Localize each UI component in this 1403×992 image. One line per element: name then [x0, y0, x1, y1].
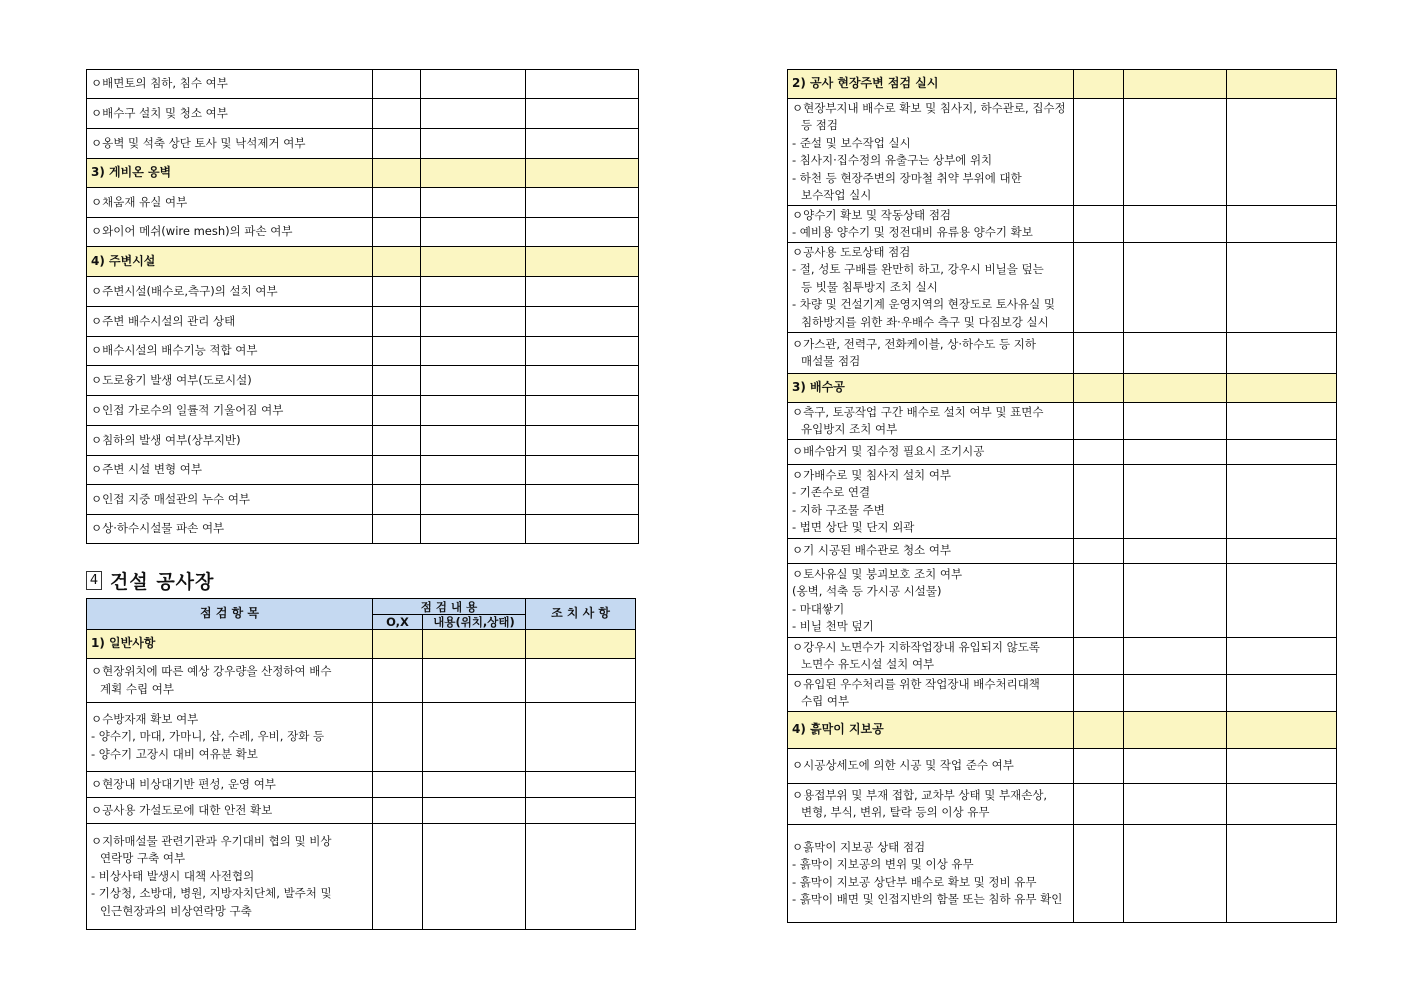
section-header-row	[788, 374, 1337, 403]
content-cell[interactable]	[1124, 333, 1227, 374]
check-item-line: ㅇ시공상세도에 의한 시공 및 작업 준수 여부	[792, 758, 1014, 773]
check-item-line: ㅇ옹벽 및 석축 상단 토사 및 낙석제거 여부	[91, 135, 306, 150]
check-item-cell	[87, 798, 373, 824]
section-header-row	[788, 70, 1337, 99]
check-item-line: - 양수기, 마대, 가마니, 삽, 수레, 우비, 장화 등	[91, 729, 325, 744]
check-item-line: ㅇ배면토의 침하, 침수 여부	[91, 76, 228, 91]
check-item-line: ㅇ유입된 우수처리를 위한 작업장내 배수처리대책	[792, 676, 1040, 691]
table-row	[87, 277, 639, 307]
ox-cell[interactable]	[373, 772, 423, 798]
content-cell[interactable]	[421, 70, 526, 99]
content-cell[interactable]	[423, 659, 526, 703]
check-item-cell	[788, 465, 1074, 539]
content-cell[interactable]	[1124, 440, 1227, 465]
ox-cell[interactable]	[373, 247, 421, 277]
content-cell[interactable]	[421, 129, 526, 159]
table-row	[87, 99, 639, 129]
check-item-cell	[87, 396, 373, 426]
section-header-cell	[788, 712, 1074, 749]
check-item-line: ㅇ현장부지내 배수로 확보 및 침사지, 하수관로, 집수정	[792, 100, 1066, 115]
ox-cell[interactable]	[1074, 638, 1124, 675]
right-checklist-table	[787, 69, 1337, 923]
action-cell[interactable]	[526, 426, 639, 456]
content-cell[interactable]	[1124, 206, 1227, 243]
section-header-cell	[87, 159, 373, 188]
check-item-line: 인근현장과의 비상연락망 구축	[100, 903, 252, 918]
check-item-line: (옹벽, 석축 등 가시공 시설물)	[792, 584, 942, 598]
ox-cell[interactable]	[373, 630, 423, 659]
content-cell[interactable]	[423, 772, 526, 798]
section-header-text: 4) 주변시설	[91, 253, 156, 268]
table-row	[87, 824, 636, 930]
check-item-line: - 흙막이 지보공의 변위 및 이상 유무	[792, 857, 974, 871]
ox-cell[interactable]	[1074, 206, 1124, 243]
check-item-cell	[87, 99, 373, 129]
check-item-line: - 차량 및 건설기계 운영지역의 현장도로 토사유실 및	[792, 297, 1056, 312]
ox-cell[interactable]	[373, 396, 421, 426]
action-cell[interactable]	[1227, 564, 1337, 638]
action-cell[interactable]	[1227, 675, 1337, 712]
action-cell[interactable]	[1227, 465, 1337, 539]
table-row	[87, 456, 639, 485]
check-item-line: 보수작업 실시	[801, 188, 872, 202]
content-cell[interactable]	[1124, 539, 1227, 564]
content-cell[interactable]	[1124, 403, 1227, 440]
ox-cell[interactable]	[373, 659, 423, 703]
action-cell[interactable]	[526, 703, 636, 772]
check-item-line: ㅇ현장내 비상대기반 편성, 운영 여부	[91, 776, 276, 791]
content-cell[interactable]	[421, 159, 526, 188]
action-cell[interactable]	[526, 99, 639, 129]
header-check-content: 점 검 내 용	[373, 599, 526, 615]
check-item-cell	[788, 749, 1074, 784]
check-item-line: ㅇ인접 가로수의 일률적 기울어짐 여부	[91, 402, 284, 417]
table-row	[87, 218, 639, 247]
table-row	[87, 772, 636, 798]
ox-cell[interactable]	[373, 307, 421, 337]
section-header-row	[87, 247, 639, 277]
check-item-line: ㅇ공사용 도로상태 점검	[792, 244, 911, 259]
action-cell[interactable]	[1227, 333, 1337, 374]
header-check-item: 점 검 항 목	[87, 599, 373, 630]
check-item-cell	[87, 277, 373, 307]
action-cell[interactable]	[526, 159, 639, 188]
section-header-cell	[87, 630, 373, 659]
ox-cell[interactable]	[1074, 825, 1124, 923]
section-header-text: 4) 흙막이 지보공	[792, 722, 884, 737]
content-cell[interactable]	[423, 798, 526, 824]
content-cell[interactable]	[1124, 712, 1227, 749]
check-item-line: ㅇ지하매설물 관련기관과 우기대비 협의 및 비상	[91, 833, 332, 848]
check-item-line: - 하천 등 현장주변의 장마철 취약 부위에 대한	[792, 170, 1022, 185]
content-cell[interactable]	[421, 218, 526, 247]
check-item-line: ㅇ인접 지중 매설관의 누수 여부	[91, 491, 251, 506]
header-content-detail: 내용(위치,상태)	[423, 615, 526, 630]
action-cell[interactable]	[526, 247, 639, 277]
action-cell[interactable]	[526, 277, 639, 307]
check-item-line: 매설물 점검	[801, 354, 861, 368]
action-cell[interactable]	[1227, 784, 1337, 825]
ox-cell[interactable]	[1074, 333, 1124, 374]
construction-site-checklist-table	[86, 598, 636, 930]
action-cell[interactable]	[1227, 99, 1337, 206]
section-header-row	[87, 630, 636, 659]
action-cell[interactable]	[1227, 374, 1337, 403]
action-cell[interactable]	[1227, 70, 1337, 99]
table-row	[87, 70, 639, 99]
check-item-line: ㅇ수방자재 확보 여부	[91, 711, 199, 726]
action-cell[interactable]	[1227, 243, 1337, 333]
content-cell[interactable]	[1124, 99, 1227, 206]
table-row	[87, 659, 636, 703]
content-cell[interactable]	[421, 337, 526, 366]
ox-cell[interactable]	[1074, 99, 1124, 206]
check-item-line: - 흙막이 지보공 상단부 배수로 확보 및 정비 유무	[792, 874, 1037, 889]
check-item-line: ㅇ채움재 유실 여부	[91, 194, 188, 209]
content-cell[interactable]	[421, 485, 526, 515]
table-row	[788, 675, 1337, 712]
check-item-line: - 비상사태 발생시 대책 사전협의	[91, 868, 255, 883]
table-row	[87, 515, 639, 544]
check-item-line: 수립 여부	[801, 694, 850, 708]
action-cell[interactable]	[526, 659, 636, 703]
table-row	[788, 206, 1337, 243]
table-row	[788, 749, 1337, 784]
check-item-cell	[87, 456, 373, 485]
table-row	[788, 99, 1337, 206]
check-item-line: 변형, 부식, 변위, 탈락 등의 이상 유무	[801, 805, 990, 819]
check-item-cell	[87, 366, 373, 396]
ox-cell[interactable]	[1074, 70, 1124, 99]
check-item-line: ㅇ도로융기 발생 여부(도로시설)	[91, 372, 252, 387]
check-item-line: - 기존수로 연결	[792, 485, 871, 499]
check-item-line: 침하방지를 위한 좌·우배수 측구 및 다짐보강 실시	[801, 314, 1049, 329]
check-item-line: - 지하 구조물 주변	[792, 502, 885, 517]
ox-cell[interactable]	[373, 337, 421, 366]
left-top-body	[87, 70, 639, 544]
check-item-line: ㅇ토사유실 및 붕괴보호 조치 여부	[792, 566, 963, 581]
content-cell[interactable]	[421, 307, 526, 337]
check-item-line: ㅇ흙막이 지보공 상태 점검	[792, 839, 926, 854]
content-cell[interactable]	[1124, 675, 1227, 712]
check-item-cell	[87, 337, 373, 366]
check-item-line: 노면수 유도시설 설치 여부	[801, 657, 935, 671]
check-item-line: 연락망 구축 여부	[100, 851, 186, 866]
check-item-line: ㅇ주변 시설 변형 여부	[91, 462, 202, 477]
table-row	[87, 396, 639, 426]
content-cell[interactable]	[421, 456, 526, 485]
section-header-cell	[788, 70, 1074, 99]
table-row	[788, 539, 1337, 564]
check-item-cell	[788, 243, 1074, 333]
table-row	[788, 825, 1337, 923]
table-row	[788, 403, 1337, 440]
section-number: 4	[86, 571, 102, 590]
action-cell[interactable]	[526, 396, 639, 426]
table-row	[788, 243, 1337, 333]
check-item-cell	[87, 426, 373, 456]
ox-cell[interactable]	[373, 366, 421, 396]
check-item-line: ㅇ현장위치에 따른 예상 강우량을 산정하여 배수	[91, 664, 332, 678]
action-cell[interactable]	[526, 630, 636, 659]
content-cell[interactable]	[1124, 564, 1227, 638]
action-cell[interactable]	[1227, 712, 1337, 749]
check-item-line: ㅇ기 시공된 배수관로 청소 여부	[792, 543, 952, 558]
ox-cell[interactable]	[373, 159, 421, 188]
content-cell[interactable]	[421, 188, 526, 218]
content-cell[interactable]	[421, 277, 526, 307]
ox-cell[interactable]	[1074, 403, 1124, 440]
content-cell[interactable]	[423, 630, 526, 659]
content-cell[interactable]	[423, 824, 526, 930]
ox-cell[interactable]	[373, 824, 423, 930]
section-header-cell	[788, 374, 1074, 403]
content-cell[interactable]	[1124, 784, 1227, 825]
section-header-row	[788, 712, 1337, 749]
content-cell[interactable]	[421, 366, 526, 396]
check-item-cell	[788, 440, 1074, 465]
content-cell[interactable]	[421, 247, 526, 277]
check-item-line: - 절, 성토 구배를 완만히 하고, 강우시 비닐을 덮는	[792, 262, 1044, 277]
ox-cell[interactable]	[373, 277, 421, 307]
table-row	[87, 307, 639, 337]
check-item-cell	[788, 675, 1074, 712]
content-cell[interactable]	[1124, 825, 1227, 923]
check-item-line: 등 점검	[801, 118, 838, 132]
check-item-cell	[87, 824, 373, 930]
section-header-text: 2) 공사 현장주변 점검 실시	[792, 76, 939, 91]
check-item-line: ㅇ용접부위 및 부재 접합, 교차부 상태 및 부재손상,	[792, 787, 1048, 802]
ox-cell[interactable]	[373, 515, 421, 544]
check-item-cell	[788, 206, 1074, 243]
action-cell[interactable]	[526, 485, 639, 515]
header-action: 조 치 사 항	[526, 599, 636, 630]
table-row	[788, 564, 1337, 638]
section-header-row	[87, 159, 639, 188]
table-row	[87, 703, 636, 772]
check-item-cell	[788, 638, 1074, 675]
section-header-text: 1) 일반사항	[91, 636, 156, 651]
content-cell[interactable]	[1124, 749, 1227, 784]
table-row	[87, 485, 639, 515]
action-cell[interactable]	[1227, 539, 1337, 564]
content-cell[interactable]	[421, 426, 526, 456]
action-cell[interactable]	[526, 366, 639, 396]
action-cell[interactable]	[1227, 638, 1337, 675]
check-item-cell	[788, 564, 1074, 638]
check-item-line: ㅇ와이어 메쉬(wire mesh)의 파손 여부	[91, 224, 293, 239]
check-item-line: - 기상청, 소방대, 병원, 지방자치단체, 발주처 및	[91, 886, 332, 901]
ox-cell[interactable]	[1074, 784, 1124, 825]
check-item-line: ㅇ침하의 발생 여부(상부지반)	[91, 432, 241, 447]
ox-cell[interactable]	[1074, 440, 1124, 465]
check-item-cell	[788, 99, 1074, 206]
check-item-line: ㅇ양수기 확보 및 작동상태 점검	[792, 207, 952, 222]
action-cell[interactable]	[526, 188, 639, 218]
check-item-cell	[87, 659, 373, 703]
table-row	[788, 784, 1337, 825]
check-item-line: - 준설 및 보수작업 실시	[792, 135, 911, 150]
ox-cell[interactable]	[373, 70, 421, 99]
check-item-cell	[87, 703, 373, 772]
table-row	[788, 440, 1337, 465]
content-cell[interactable]	[421, 515, 526, 544]
check-item-line: ㅇ주변시설(배수로,측구)의 설치 여부	[91, 283, 278, 298]
action-cell[interactable]	[1227, 749, 1337, 784]
content-cell[interactable]	[423, 703, 526, 772]
ox-cell[interactable]	[373, 798, 423, 824]
content-cell[interactable]	[1124, 465, 1227, 539]
check-item-line: - 비닐 천막 덮기	[792, 619, 874, 633]
table-row	[87, 188, 639, 218]
check-item-cell	[788, 784, 1074, 825]
check-item-line: ㅇ가스관, 전력구, 전화케이블, 상·하수도 등 지하	[792, 336, 1036, 351]
ox-cell[interactable]	[373, 99, 421, 129]
table-row	[788, 333, 1337, 374]
ox-cell[interactable]	[373, 218, 421, 247]
check-item-cell	[788, 333, 1074, 374]
header-ox: O,X	[373, 615, 423, 630]
ox-cell[interactable]	[1074, 374, 1124, 403]
check-item-line: ㅇ배수암거 및 집수정 필요시 조기시공	[792, 444, 985, 459]
check-item-cell	[788, 403, 1074, 440]
content-cell[interactable]	[421, 396, 526, 426]
ox-cell[interactable]	[1074, 243, 1124, 333]
right-body	[788, 70, 1337, 923]
action-cell[interactable]	[526, 772, 636, 798]
action-cell[interactable]	[526, 218, 639, 247]
content-cell[interactable]	[421, 99, 526, 129]
content-cell[interactable]	[1124, 70, 1227, 99]
check-item-line: ㅇ주변 배수시설의 관리 상태	[91, 313, 236, 328]
action-cell[interactable]	[526, 456, 639, 485]
content-cell[interactable]	[1124, 243, 1227, 333]
ox-cell[interactable]	[1074, 564, 1124, 638]
ox-cell[interactable]	[373, 703, 423, 772]
table-row	[87, 366, 639, 396]
check-item-cell	[87, 70, 373, 99]
table-row	[87, 426, 639, 456]
section-header-text: 3) 배수공	[792, 380, 845, 395]
action-cell[interactable]	[1227, 403, 1337, 440]
check-item-cell	[87, 485, 373, 515]
ox-cell[interactable]	[1074, 675, 1124, 712]
ox-cell[interactable]	[1074, 539, 1124, 564]
check-item-cell	[788, 825, 1074, 923]
check-item-cell	[87, 129, 373, 159]
check-item-line: - 흙막이 배면 및 인접지반의 함몰 또는 침하 유무 확인	[792, 892, 1063, 906]
check-item-line: - 마대쌓기	[792, 601, 845, 616]
check-item-line: ㅇ배수구 설치 및 청소 여부	[91, 105, 228, 120]
check-item-line: ㅇ배수시설의 배수기능 적합 여부	[91, 343, 258, 358]
section-title: 건설 공사장	[110, 570, 215, 593]
ox-cell[interactable]	[373, 129, 421, 159]
check-item-line: ㅇ측구, 토공작업 구간 배수로 설치 여부 및 표면수	[792, 404, 1044, 419]
check-item-line: - 양수기 고장시 대비 여유분 확보	[91, 746, 258, 761]
action-cell[interactable]	[526, 798, 636, 824]
left-checklist-table	[86, 69, 639, 544]
action-cell[interactable]	[1227, 440, 1337, 465]
ox-cell[interactable]	[1074, 465, 1124, 539]
section-header-cell	[87, 247, 373, 277]
table-row	[87, 798, 636, 824]
ox-cell[interactable]	[373, 485, 421, 515]
ox-cell[interactable]	[1074, 749, 1124, 784]
ox-cell[interactable]	[1074, 712, 1124, 749]
action-cell[interactable]	[526, 307, 639, 337]
table-row	[788, 465, 1337, 539]
content-cell[interactable]	[1124, 374, 1227, 403]
action-cell[interactable]	[526, 824, 636, 930]
check-item-line: ㅇ공사용 가설도로에 대한 안전 확보	[91, 802, 273, 817]
check-item-line: - 예비용 양수기 및 정전대비 유류용 양수기 확보	[792, 225, 1033, 239]
check-item-cell	[87, 515, 373, 544]
section-4-heading	[86, 567, 214, 593]
action-cell[interactable]	[526, 337, 639, 366]
table-row	[87, 337, 639, 366]
check-item-line: - 침사지·집수정의 유출구는 상부에 위치	[792, 153, 993, 167]
action-cell[interactable]	[526, 515, 639, 544]
ox-cell[interactable]	[373, 456, 421, 485]
check-item-line: 계획 수립 여부	[100, 681, 174, 696]
check-item-line: - 법면 상단 및 단지 외곽	[792, 520, 915, 534]
ox-cell[interactable]	[373, 188, 421, 218]
section-header-text: 3) 게비온 옹벽	[91, 165, 172, 180]
check-item-cell	[87, 307, 373, 337]
check-item-cell	[87, 188, 373, 218]
table-row	[87, 129, 639, 159]
action-cell[interactable]	[1227, 825, 1337, 923]
check-item-line: ㅇ상·하수시설물 파손 여부	[91, 521, 225, 536]
check-item-cell	[87, 218, 373, 247]
action-cell[interactable]	[1227, 206, 1337, 243]
ox-cell[interactable]	[373, 426, 421, 456]
action-cell[interactable]	[526, 129, 639, 159]
check-item-line: 등 빗물 침투방지 조치 실시	[801, 279, 938, 294]
check-item-line: ㅇ강우시 노면수가 지하작업장내 유입되지 않도록	[792, 639, 1040, 654]
check-item-line: 유입방지 조치 여부	[801, 422, 898, 436]
left-bottom-body	[87, 630, 636, 930]
table-header	[87, 599, 636, 630]
check-item-line: ㅇ가배수로 및 침사지 설치 여부	[792, 467, 952, 482]
check-item-cell	[87, 772, 373, 798]
check-item-cell	[788, 539, 1074, 564]
table-row	[788, 638, 1337, 675]
content-cell[interactable]	[1124, 638, 1227, 675]
action-cell[interactable]	[526, 70, 639, 99]
